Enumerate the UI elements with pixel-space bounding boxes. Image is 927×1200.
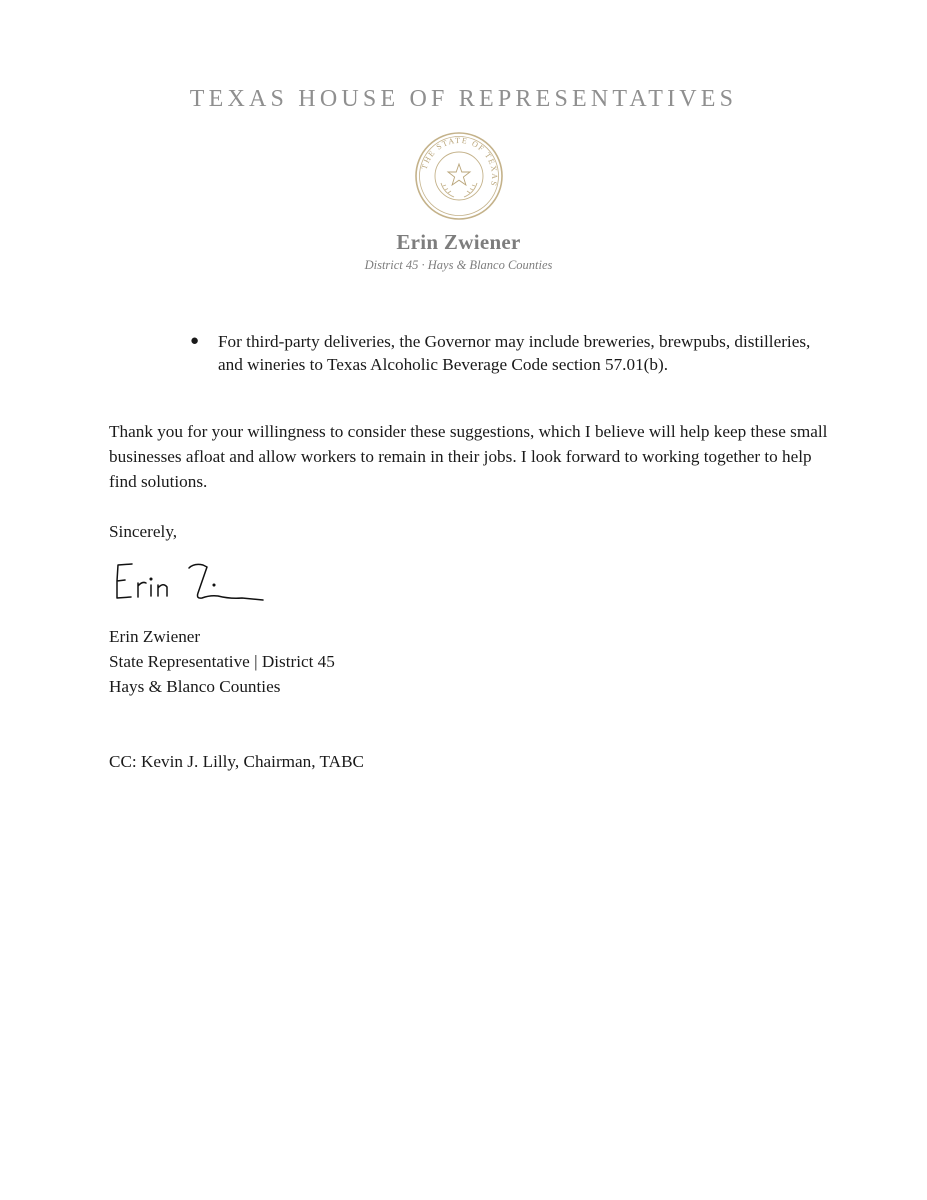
cc-line: CC: Kevin J. Lilly, Chairman, TABC	[109, 752, 364, 771]
bullet-marker: ●	[190, 333, 200, 349]
list-item	[190, 330, 830, 376]
closing-salutation: Sincerely,	[109, 522, 178, 541]
handwritten-signature	[110, 555, 270, 610]
signer-counties: Hays & Blanco Counties	[109, 677, 281, 696]
texas-seal-icon	[414, 131, 504, 221]
signer-title: State Representative | District 45	[109, 652, 335, 671]
signature-block	[109, 624, 335, 699]
list-item-text: For third-party deliveries, the Governor may include breweries, brewpubs, distilleries, and wineries to Texas Alcoholic Beverage Code section 57.01(b).	[218, 332, 811, 374]
representative-name: Erin Zwiener	[396, 230, 521, 254]
body-paragraph: Thank you for your willingness to consider these suggestions, which I believe will help keep these small businesses afloat and allow workers to remain in their jobs. I look forward to working together to help find solutions.	[109, 422, 828, 491]
letterhead-title: TEXAS HOUSE OF REPRESENTATIVES	[189, 86, 738, 112]
signer-name: Erin Zwiener	[109, 627, 201, 646]
district-subtitle: District 45 · Hays & Blanco Counties	[364, 258, 553, 272]
suggestion-list	[190, 330, 830, 376]
svg-text:THE STATE OF TEXAS: THE STATE OF TEXAS	[419, 135, 500, 188]
